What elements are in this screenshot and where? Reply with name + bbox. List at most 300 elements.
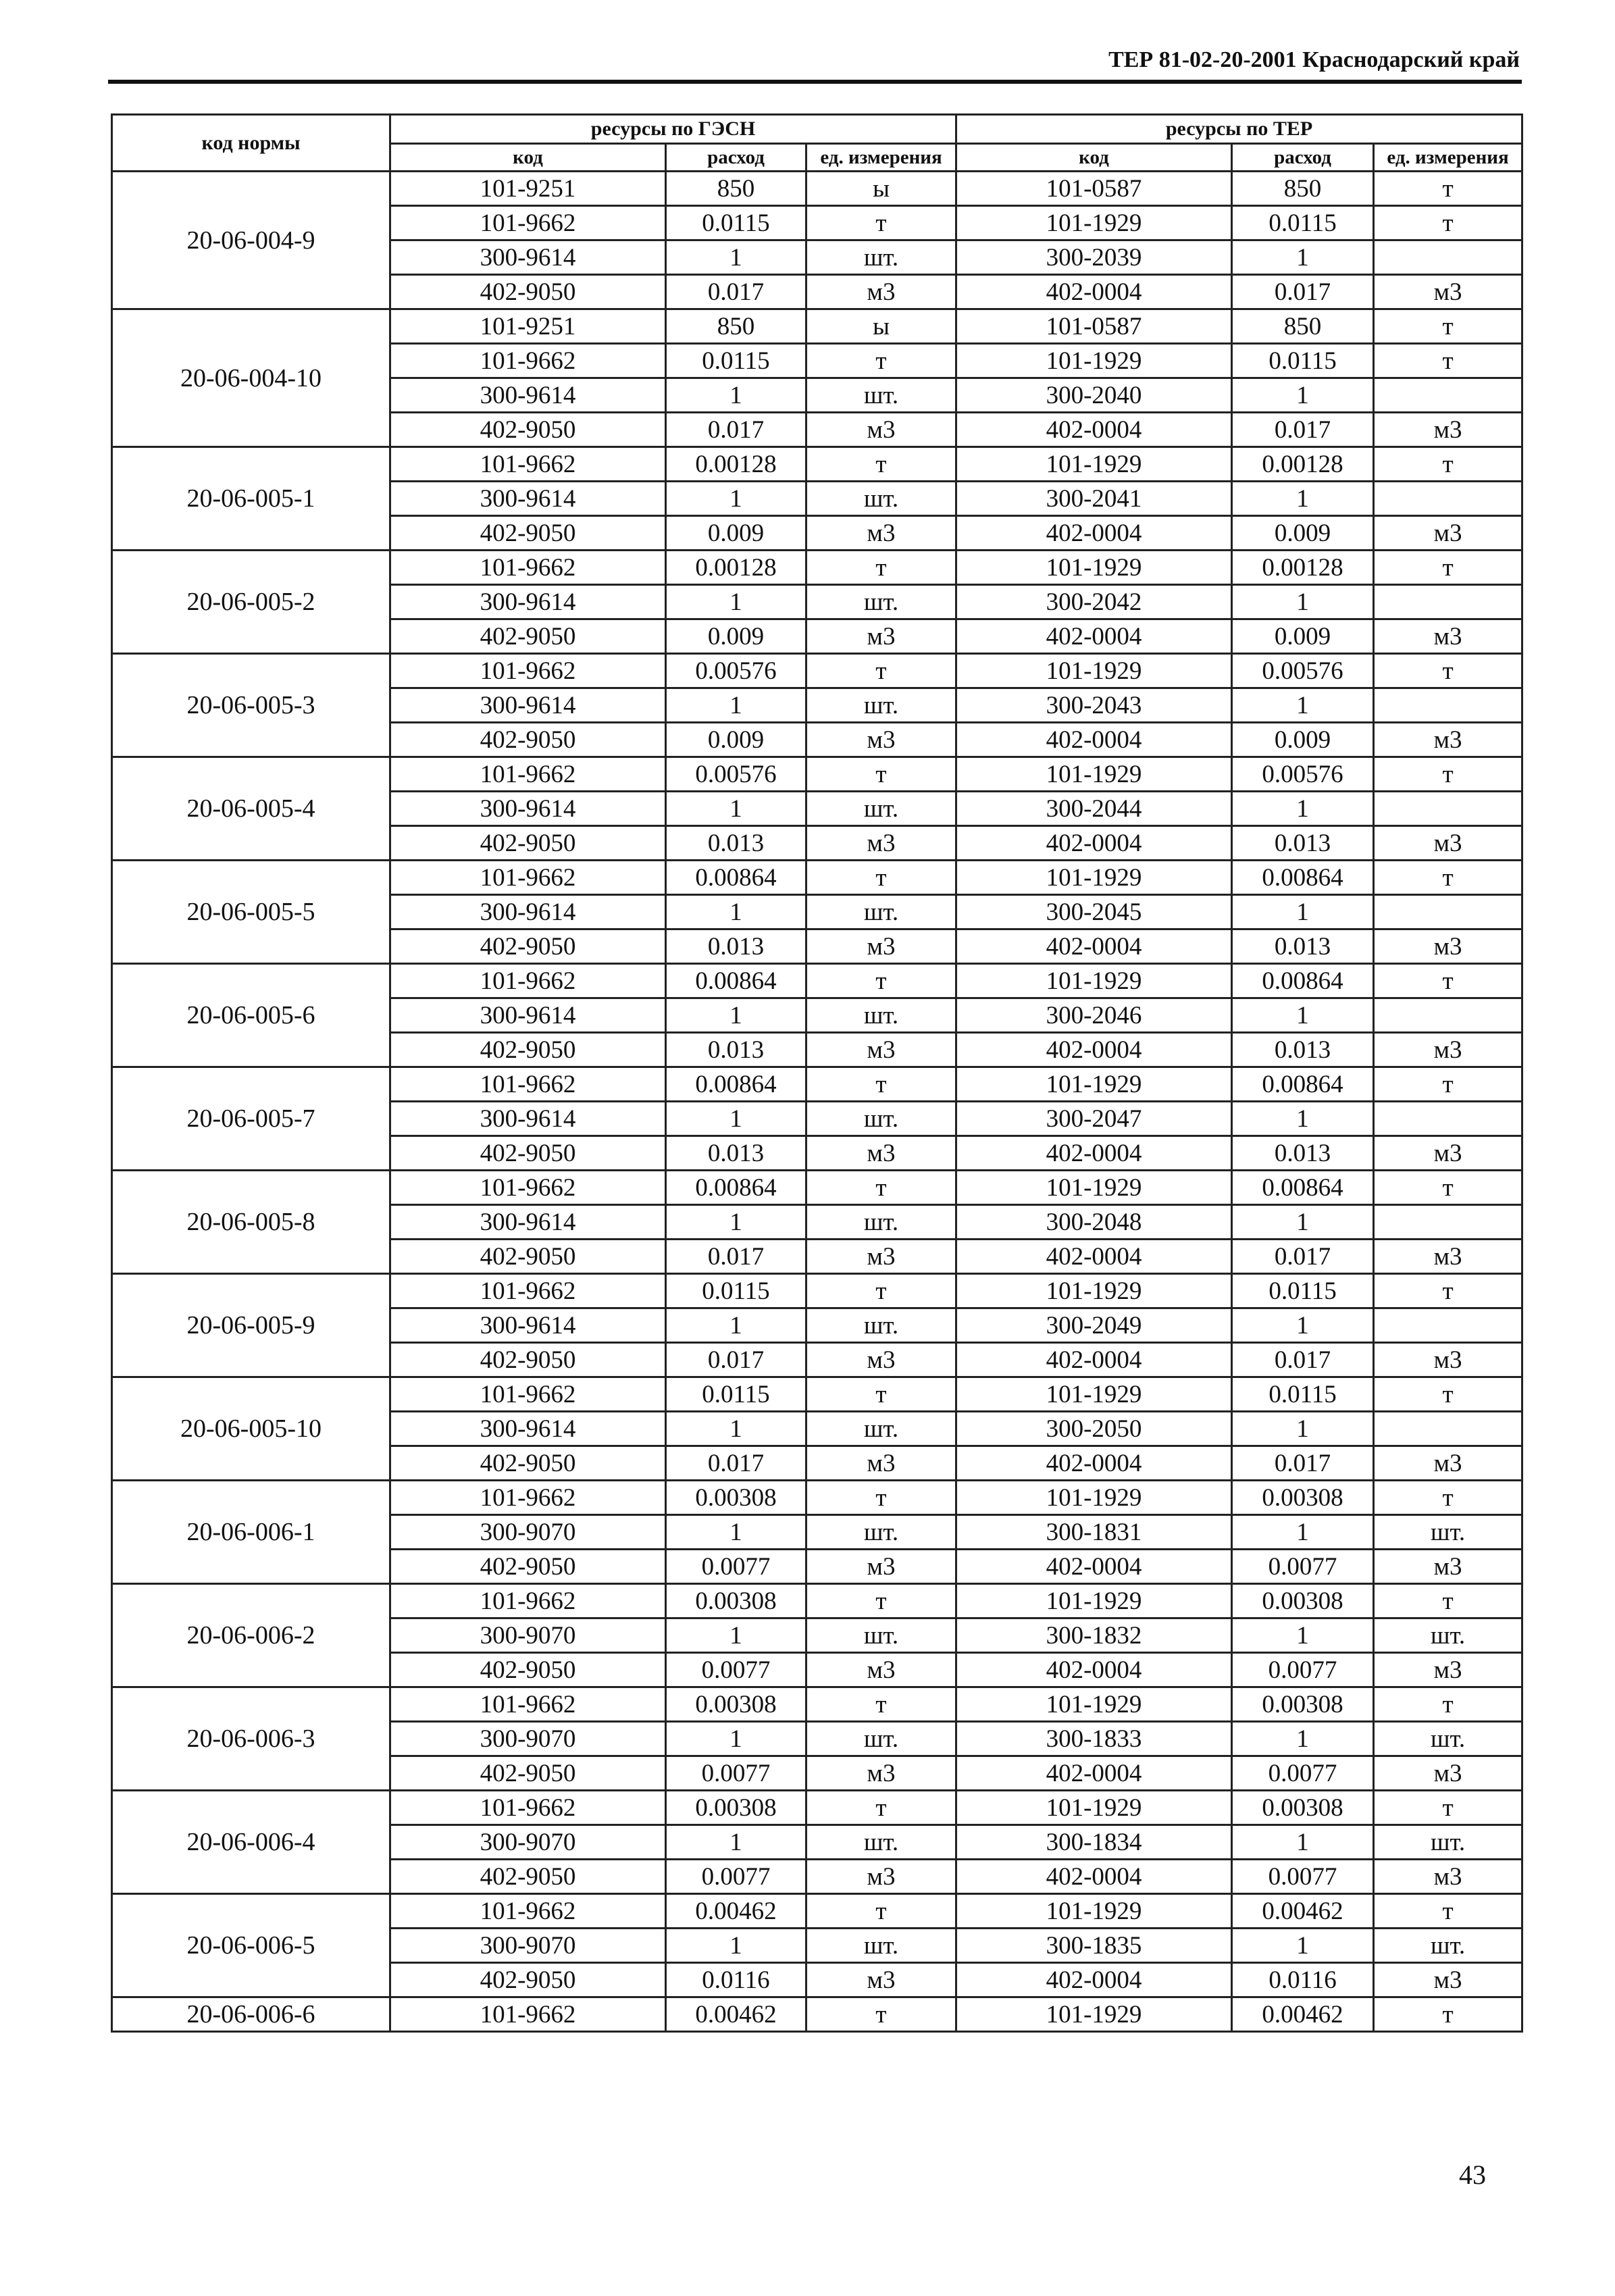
gesn-code-cell: 101-9662 [390,1584,666,1618]
ter-unit-cell [1374,1308,1522,1343]
table-row [112,654,1522,688]
table-row [112,757,1522,792]
gesn-code-cell: 101-9251 [390,309,666,344]
gesn-consumption-cell: 0.017 [666,413,806,447]
ter-code-cell: 300-1835 [956,1929,1232,1963]
gesn-code-cell: 300-9614 [390,1102,666,1136]
gesn-code-cell: 300-9614 [390,792,666,826]
ter-unit-cell: м3 [1374,619,1522,654]
ter-code-cell: 101-1929 [956,1584,1232,1618]
ter-consumption-cell: 0.0077 [1232,1756,1374,1791]
gesn-unit-header: ед. измерения [806,144,956,172]
ter-consumption-cell: 0.00576 [1232,757,1374,792]
gesn-unit-cell: м3 [806,1240,956,1274]
ter-consumption-cell: 1 [1232,378,1374,413]
gesn-unit-cell: т [806,861,956,895]
gesn-consumption-cell: 0.0116 [666,1963,806,1997]
ter-consumption-cell: 0.00576 [1232,654,1374,688]
gesn-code-cell: 300-9614 [390,378,666,413]
gesn-consumption-cell: 1 [666,378,806,413]
gesn-consumption-cell: 0.00864 [666,964,806,998]
gesn-consumption-cell: 1 [666,1825,806,1860]
gesn-code-cell: 101-9662 [390,654,666,688]
ter-code-cell: 402-0004 [956,1860,1232,1894]
ter-unit-cell: т [1374,1171,1522,1205]
table-row [112,172,1522,206]
table-row [112,1687,1522,1722]
ter-code-cell: 101-1929 [956,861,1232,895]
gesn-unit-cell: шт. [806,792,956,826]
gesn-code-cell: 101-9662 [390,1274,666,1308]
ter-code-cell: 101-1929 [956,757,1232,792]
ter-consumption-cell: 1 [1232,1722,1374,1756]
ter-unit-cell: м3 [1374,826,1522,861]
norm-code-cell: 20-06-006-1 [112,1481,390,1584]
ter-code-cell: 101-1929 [956,447,1232,482]
ter-code-cell: 101-1929 [956,206,1232,240]
ter-unit-cell: т [1374,654,1522,688]
gesn-code-cell: 402-9050 [390,826,666,861]
gesn-unit-cell: т [806,1481,956,1515]
ter-code-cell: 101-1929 [956,1894,1232,1929]
ter-unit-cell: м3 [1374,1550,1522,1584]
gesn-consumption-cell: 0.00128 [666,551,806,585]
resources-table [111,113,1523,2033]
gesn-unit-cell: т [806,1067,956,1102]
gesn-code-cell: 402-9050 [390,275,666,309]
gesn-consumption-cell: 0.00308 [666,1481,806,1515]
ter-consumption-cell: 0.00864 [1232,964,1374,998]
ter-consumption-cell: 0.0115 [1232,206,1374,240]
table-row [112,447,1522,482]
ter-consumption-cell: 0.00128 [1232,447,1374,482]
ter-code-cell: 402-0004 [956,1240,1232,1274]
ter-code-cell: 300-2049 [956,1308,1232,1343]
ter-unit-cell: т [1374,206,1522,240]
ter-unit-cell [1374,585,1522,619]
ter-unit-cell: м3 [1374,1240,1522,1274]
norm-code-cell: 20-06-006-4 [112,1791,390,1894]
gesn-consumption-cell: 0.013 [666,1033,806,1067]
gesn-code-cell: 300-9614 [390,998,666,1033]
ter-unit-cell: т [1374,309,1522,344]
gesn-consumption-cell: 0.009 [666,723,806,757]
gesn-code-cell: 300-9614 [390,688,666,723]
ter-resources-header: ресурсы по ТЕР [956,115,1522,144]
ter-consumption-cell: 0.00864 [1232,1171,1374,1205]
ter-code-cell: 101-1929 [956,1274,1232,1308]
ter-unit-cell: т [1374,1274,1522,1308]
ter-unit-cell: т [1374,1377,1522,1412]
gesn-consumption-cell: 0.013 [666,929,806,964]
gesn-consumption-cell: 0.00864 [666,1171,806,1205]
table-row [112,1997,1522,2032]
gesn-code-cell: 402-9050 [390,1240,666,1274]
norm-code-cell: 20-06-005-1 [112,447,390,551]
ter-code-cell: 300-2046 [956,998,1232,1033]
ter-consumption-cell: 1 [1232,1308,1374,1343]
gesn-consumption-cell: 1 [666,1929,806,1963]
gesn-consumption-cell: 0.00308 [666,1791,806,1825]
norm-code-cell: 20-06-004-10 [112,309,390,447]
gesn-consumption-cell: 0.013 [666,826,806,861]
table-row [112,1481,1522,1515]
gesn-unit-cell: т [806,1997,956,2032]
gesn-code-cell: 101-9662 [390,1377,666,1412]
gesn-code-cell: 101-9662 [390,1997,666,2032]
gesn-consumption-cell: 1 [666,792,806,826]
ter-unit-cell: т [1374,1687,1522,1722]
ter-unit-cell: т [1374,447,1522,482]
gesn-unit-cell: шт. [806,1929,956,1963]
ter-unit-cell: шт. [1374,1929,1522,1963]
ter-consumption-cell: 0.00308 [1232,1791,1374,1825]
gesn-unit-cell: т [806,1687,956,1722]
gesn-unit-cell: т [806,344,956,378]
gesn-consumption-cell: 1 [666,1515,806,1550]
ter-consumption-cell: 0.017 [1232,275,1374,309]
ter-unit-cell: м3 [1374,1343,1522,1377]
gesn-unit-cell: ы [806,309,956,344]
table-row [112,861,1522,895]
gesn-unit-cell: шт. [806,1412,956,1446]
gesn-consumption-cell: 1 [666,1618,806,1653]
gesn-unit-cell: м3 [806,1343,956,1377]
ter-code-cell: 402-0004 [956,723,1232,757]
ter-consumption-cell: 0.013 [1232,1136,1374,1171]
ter-code-cell: 101-1929 [956,1067,1232,1102]
gesn-code-header: код [390,144,666,172]
page-number: 43 [1459,2160,1486,2190]
gesn-unit-cell: м3 [806,826,956,861]
gesn-unit-cell: шт. [806,1618,956,1653]
ter-code-cell: 402-0004 [956,619,1232,654]
ter-consumption-cell: 1 [1232,1412,1374,1446]
gesn-unit-cell: т [806,1171,956,1205]
ter-code-cell: 402-0004 [956,1136,1232,1171]
gesn-consumption-cell: 1 [666,240,806,275]
ter-consumption-cell: 0.017 [1232,413,1374,447]
gesn-code-cell: 300-9070 [390,1722,666,1756]
gesn-consumption-cell: 0.0077 [666,1860,806,1894]
ter-code-cell: 101-0587 [956,172,1232,206]
table-row [112,1791,1522,1825]
ter-code-cell: 402-0004 [956,1343,1232,1377]
ter-code-cell: 300-2040 [956,378,1232,413]
ter-code-cell: 300-2044 [956,792,1232,826]
norm-code-cell: 20-06-006-3 [112,1687,390,1791]
ter-consumption-cell: 1 [1232,1205,1374,1240]
gesn-consumption-cell: 0.0077 [666,1550,806,1584]
ter-code-cell: 402-0004 [956,1756,1232,1791]
gesn-code-cell: 402-9050 [390,1446,666,1481]
gesn-code-cell: 300-9070 [390,1618,666,1653]
gesn-code-cell: 300-9070 [390,1825,666,1860]
gesn-unit-cell: шт. [806,585,956,619]
ter-consumption-cell: 0.017 [1232,1446,1374,1481]
ter-code-cell: 402-0004 [956,1033,1232,1067]
ter-code-cell: 402-0004 [956,1653,1232,1687]
gesn-code-cell: 402-9050 [390,1550,666,1584]
ter-unit-cell: м3 [1374,723,1522,757]
ter-unit-cell: м3 [1374,1860,1522,1894]
ter-consumption-cell: 0.0077 [1232,1860,1374,1894]
ter-consumption-cell: 850 [1232,309,1374,344]
ter-code-cell: 300-2039 [956,240,1232,275]
gesn-consumption-cell: 1 [666,585,806,619]
ter-consumption-cell: 0.0077 [1232,1550,1374,1584]
ter-unit-cell: м3 [1374,413,1522,447]
gesn-consumption-cell: 1 [666,1308,806,1343]
ter-consumption-cell: 0.00308 [1232,1687,1374,1722]
ter-code-cell: 300-2042 [956,585,1232,619]
gesn-unit-cell: шт. [806,1515,956,1550]
gesn-unit-cell: т [806,551,956,585]
gesn-consumption-cell: 0.00864 [666,1067,806,1102]
ter-unit-cell [1374,792,1522,826]
gesn-unit-cell: шт. [806,895,956,929]
ter-code-cell: 101-1929 [956,551,1232,585]
ter-unit-cell [1374,998,1522,1033]
ter-unit-cell [1374,688,1522,723]
norm-code-cell: 20-06-005-3 [112,654,390,757]
ter-unit-cell: шт. [1374,1618,1522,1653]
ter-unit-cell: т [1374,1894,1522,1929]
table-row [112,1894,1522,1929]
gesn-consumption-cell: 0.00462 [666,1894,806,1929]
ter-consumption-cell: 0.017 [1232,1343,1374,1377]
ter-unit-cell [1374,895,1522,929]
ter-code-cell: 402-0004 [956,1963,1232,1997]
gesn-consumption-cell: 1 [666,482,806,516]
ter-consumption-cell: 1 [1232,1102,1374,1136]
ter-consumption-cell: 0.009 [1232,516,1374,551]
ter-code-cell: 101-0587 [956,309,1232,344]
table-body [112,172,1522,2032]
gesn-consumption-cell: 1 [666,1412,806,1446]
gesn-consumption-cell: 850 [666,309,806,344]
ter-unit-cell [1374,240,1522,275]
gesn-consumption-cell: 0.013 [666,1136,806,1171]
table-row [112,964,1522,998]
gesn-consumption-cell: 0.009 [666,516,806,551]
gesn-code-cell: 300-9614 [390,1205,666,1240]
ter-code-cell: 101-1929 [956,1171,1232,1205]
gesn-unit-cell: т [806,1584,956,1618]
norm-code-cell: 20-06-006-2 [112,1584,390,1687]
gesn-code-cell: 402-9050 [390,413,666,447]
gesn-code-cell: 101-9662 [390,964,666,998]
ter-unit-cell: м3 [1374,1446,1522,1481]
gesn-unit-cell: м3 [806,1963,956,1997]
gesn-code-cell: 402-9050 [390,516,666,551]
ter-consumption-cell: 1 [1232,1515,1374,1550]
ter-code-cell: 402-0004 [956,1550,1232,1584]
ter-code-cell: 300-2041 [956,482,1232,516]
gesn-consumption-cell: 0.00576 [666,757,806,792]
ter-consumption-cell: 0.00864 [1232,1067,1374,1102]
table-row [112,1067,1522,1102]
norm-code-header: код нормы [112,115,390,172]
ter-consumption-cell: 0.0115 [1232,344,1374,378]
norm-code-cell: 20-06-005-5 [112,861,390,964]
gesn-code-cell: 402-9050 [390,1756,666,1791]
gesn-code-cell: 402-9050 [390,619,666,654]
gesn-unit-cell: шт. [806,998,956,1033]
ter-unit-cell: м3 [1374,1033,1522,1067]
ter-unit-cell: т [1374,964,1522,998]
ter-unit-cell [1374,482,1522,516]
gesn-unit-cell: т [806,757,956,792]
norm-code-cell: 20-06-006-5 [112,1894,390,1997]
gesn-unit-cell: шт. [806,1102,956,1136]
ter-code-cell: 101-1929 [956,1687,1232,1722]
ter-consumption-cell: 0.00864 [1232,861,1374,895]
ter-unit-header: ед. измерения [1374,144,1522,172]
ter-consumption-cell: 0.009 [1232,723,1374,757]
ter-code-cell: 402-0004 [956,826,1232,861]
ter-consumption-cell: 0.0077 [1232,1653,1374,1687]
gesn-unit-cell: м3 [806,929,956,964]
ter-code-cell: 402-0004 [956,929,1232,964]
ter-unit-cell: т [1374,551,1522,585]
ter-consumption-cell: 1 [1232,482,1374,516]
ter-code-cell: 101-1929 [956,344,1232,378]
gesn-code-cell: 402-9050 [390,1033,666,1067]
ter-consumption-cell: 0.0115 [1232,1377,1374,1412]
gesn-consumption-cell: 1 [666,1102,806,1136]
ter-unit-cell: м3 [1374,1963,1522,1997]
ter-unit-cell: м3 [1374,929,1522,964]
gesn-code-cell: 101-9662 [390,757,666,792]
ter-code-cell: 300-2048 [956,1205,1232,1240]
ter-consumption-cell: 0.013 [1232,1033,1374,1067]
ter-code-header: код [956,144,1232,172]
ter-code-cell: 101-1929 [956,1377,1232,1412]
ter-code-cell: 300-1832 [956,1618,1232,1653]
ter-unit-cell [1374,1412,1522,1446]
gesn-unit-cell: т [806,1274,956,1308]
gesn-unit-cell: шт. [806,240,956,275]
gesn-consumption-cell: 1 [666,895,806,929]
ter-unit-cell: т [1374,1997,1522,2032]
gesn-consumption-cell: 0.0115 [666,206,806,240]
gesn-unit-cell: ы [806,172,956,206]
ter-unit-cell [1374,1205,1522,1240]
gesn-unit-cell: т [806,1894,956,1929]
gesn-unit-cell: м3 [806,413,956,447]
gesn-code-cell: 300-9614 [390,482,666,516]
gesn-code-cell: 300-9070 [390,1515,666,1550]
ter-unit-cell: м3 [1374,275,1522,309]
gesn-consumption-cell: 1 [666,1722,806,1756]
gesn-code-cell: 101-9662 [390,1481,666,1515]
table-row [112,1377,1522,1412]
gesn-consumption-cell: 0.017 [666,275,806,309]
gesn-unit-cell: т [806,654,956,688]
ter-code-cell: 402-0004 [956,275,1232,309]
gesn-unit-cell: м3 [806,1860,956,1894]
table-row [112,309,1522,344]
gesn-code-cell: 402-9050 [390,1343,666,1377]
norm-code-cell: 20-06-006-6 [112,1997,390,2032]
ter-consumption-cell: 0.0115 [1232,1274,1374,1308]
table-row [112,551,1522,585]
gesn-unit-cell: т [806,447,956,482]
ter-code-cell: 101-1929 [956,1997,1232,2032]
ter-consumption-cell: 1 [1232,792,1374,826]
ter-consumption-cell: 0.00308 [1232,1584,1374,1618]
gesn-consumption-cell: 0.00864 [666,861,806,895]
ter-unit-cell: т [1374,1067,1522,1102]
gesn-consumption-cell: 0.017 [666,1240,806,1274]
gesn-unit-cell: м3 [806,1446,956,1481]
ter-unit-cell: т [1374,1481,1522,1515]
gesn-unit-cell: шт. [806,482,956,516]
norm-code-cell: 20-06-005-6 [112,964,390,1067]
gesn-unit-cell: т [806,1377,956,1412]
gesn-code-cell: 402-9050 [390,1963,666,1997]
ter-consumption-cell: 1 [1232,585,1374,619]
gesn-code-cell: 101-9662 [390,1687,666,1722]
gesn-code-cell: 101-9662 [390,447,666,482]
gesn-code-cell: 101-9662 [390,1791,666,1825]
gesn-unit-cell: т [806,206,956,240]
gesn-unit-cell: м3 [806,723,956,757]
gesn-unit-cell: т [806,1791,956,1825]
gesn-code-cell: 101-9662 [390,344,666,378]
norm-code-cell: 20-06-005-10 [112,1377,390,1481]
ter-unit-cell: т [1374,172,1522,206]
gesn-code-cell: 402-9050 [390,929,666,964]
gesn-consumption-cell: 0.00308 [666,1584,806,1618]
gesn-code-cell: 300-9614 [390,1308,666,1343]
norm-code-cell: 20-06-005-9 [112,1274,390,1377]
ter-code-cell: 300-2043 [956,688,1232,723]
ter-unit-cell: м3 [1374,1136,1522,1171]
ter-code-cell: 101-1929 [956,1791,1232,1825]
ter-consumption-cell: 0.013 [1232,826,1374,861]
gesn-unit-cell: м3 [806,1033,956,1067]
ter-unit-cell [1374,378,1522,413]
ter-consumption-cell: 1 [1232,1618,1374,1653]
ter-code-cell: 101-1929 [956,964,1232,998]
ter-code-cell: 402-0004 [956,1446,1232,1481]
gesn-code-cell: 402-9050 [390,1653,666,1687]
ter-unit-cell [1374,1102,1522,1136]
ter-consumption-header: расход [1232,144,1374,172]
ter-unit-cell: шт. [1374,1722,1522,1756]
header-rule [108,80,1522,84]
gesn-unit-cell: шт. [806,1205,956,1240]
gesn-consumption-header: расход [666,144,806,172]
gesn-code-cell: 300-9070 [390,1929,666,1963]
gesn-code-cell: 402-9050 [390,1136,666,1171]
ter-consumption-cell: 0.017 [1232,1240,1374,1274]
ter-code-cell: 300-2050 [956,1412,1232,1446]
ter-consumption-cell: 1 [1232,1929,1374,1963]
ter-unit-cell: м3 [1374,516,1522,551]
ter-unit-cell: т [1374,757,1522,792]
gesn-code-cell: 101-9662 [390,861,666,895]
gesn-consumption-cell: 0.017 [666,1343,806,1377]
table-header-row [112,115,1522,144]
gesn-code-cell: 101-9662 [390,1171,666,1205]
ter-code-cell: 300-2045 [956,895,1232,929]
ter-consumption-cell: 0.00128 [1232,551,1374,585]
gesn-code-cell: 101-9662 [390,551,666,585]
ter-unit-cell: т [1374,1791,1522,1825]
